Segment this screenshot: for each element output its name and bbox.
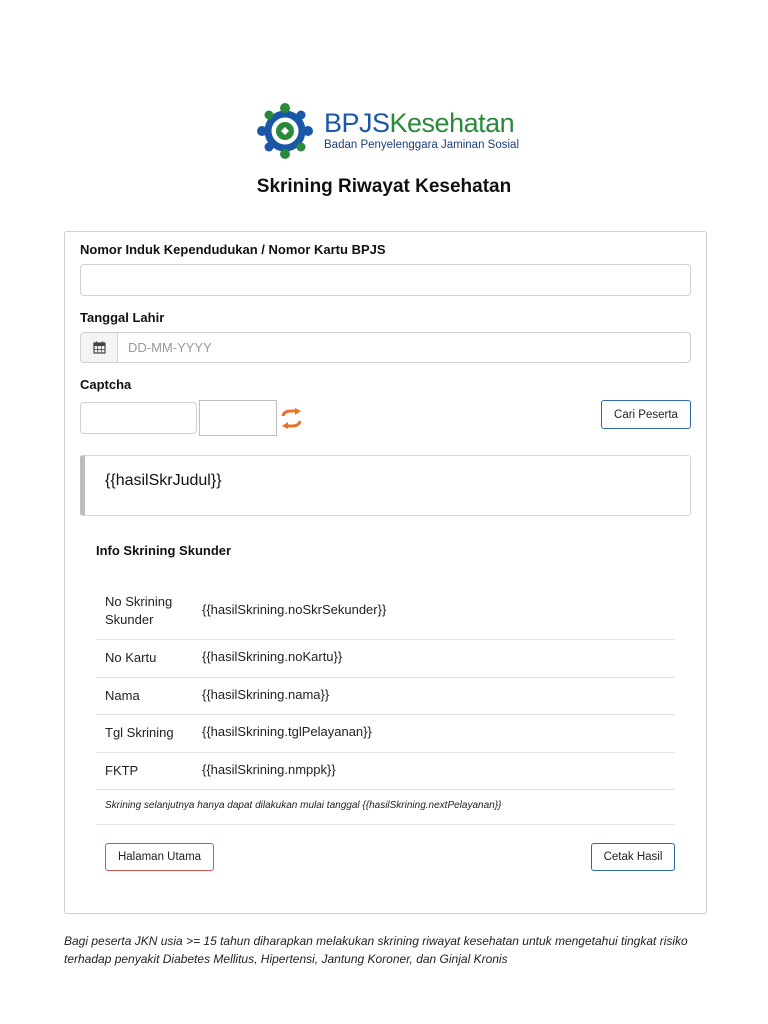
dob-input[interactable]: DD-MM-YYYY — [117, 332, 691, 363]
captcha-label: Captcha — [80, 377, 132, 392]
section-title: Info Skrining Skunder — [96, 543, 232, 558]
nik-label: Nomor Induk Kependudukan / Nomor Kartu BPJS — [80, 242, 386, 257]
footer-info-text: Bagi peserta JKN usia >= 15 tahun diharapkan melakukan skrining riwayat kesehatan untuk mengetahui tingkat risiko terhadap penyakit Diabetes Mellitus, Hipertensi, Jantung Koroner, dan Ginjal Kronis — [64, 934, 688, 966]
brand-name — [324, 108, 514, 138]
row-label: Tgl Skrining — [105, 725, 174, 740]
row-value: {{hasilSkrining.tglPelayanan}} — [202, 724, 372, 739]
row-value: {{hasilSkrining.noKartu}} — [202, 649, 343, 664]
row-value: {{hasilSkrining.nama}} — [202, 687, 330, 702]
refresh-icon[interactable] — [280, 408, 303, 429]
search-participant-button[interactable]: Cari Peserta — [601, 400, 691, 429]
table-row — [96, 715, 675, 753]
row-label: No Kartu — [105, 650, 157, 665]
table-row — [96, 640, 675, 678]
next-screening-note: Skrining selanjutnya hanya dapat dilakukan mulai tanggal {{hasilSkrining.nextPelayanan}} — [105, 800, 502, 811]
row-label: Nama — [105, 688, 140, 703]
row-value: {{hasilSkrining.nmppk}} — [202, 762, 336, 777]
bpjs-logo-icon — [256, 102, 314, 160]
brand-tagline: Badan Penyelenggara Jaminan Sosial — [324, 139, 519, 151]
captcha-image — [199, 400, 277, 436]
calendar-icon — [93, 341, 106, 354]
table-row — [96, 753, 675, 790]
row-value: {{hasilSkrining.noSkrSekunder}} — [202, 602, 387, 617]
table-row — [96, 583, 675, 640]
row-label: FKTP — [105, 763, 139, 778]
table-row — [96, 678, 675, 715]
page-title: Skrining Riwayat Kesehatan — [256, 176, 512, 197]
dob-addon[interactable] — [80, 332, 118, 363]
home-button[interactable]: Halaman Utama — [105, 843, 214, 871]
nik-input[interactable] — [80, 264, 691, 296]
result-callout — [80, 455, 691, 516]
brand-name-bpjs: BPJS — [324, 108, 390, 138]
print-result-button[interactable]: Cetak Hasil — [591, 843, 675, 871]
divider — [96, 824, 675, 825]
bpjs-logo — [256, 102, 518, 162]
result-title: {{hasilSkrJudul}} — [105, 472, 222, 489]
row-label: No Skrining Skunder — [105, 594, 173, 627]
dob-label: Tanggal Lahir — [80, 310, 165, 325]
brand-name-kesehatan: Kesehatan — [389, 108, 515, 138]
captcha-input[interactable] — [80, 402, 197, 434]
